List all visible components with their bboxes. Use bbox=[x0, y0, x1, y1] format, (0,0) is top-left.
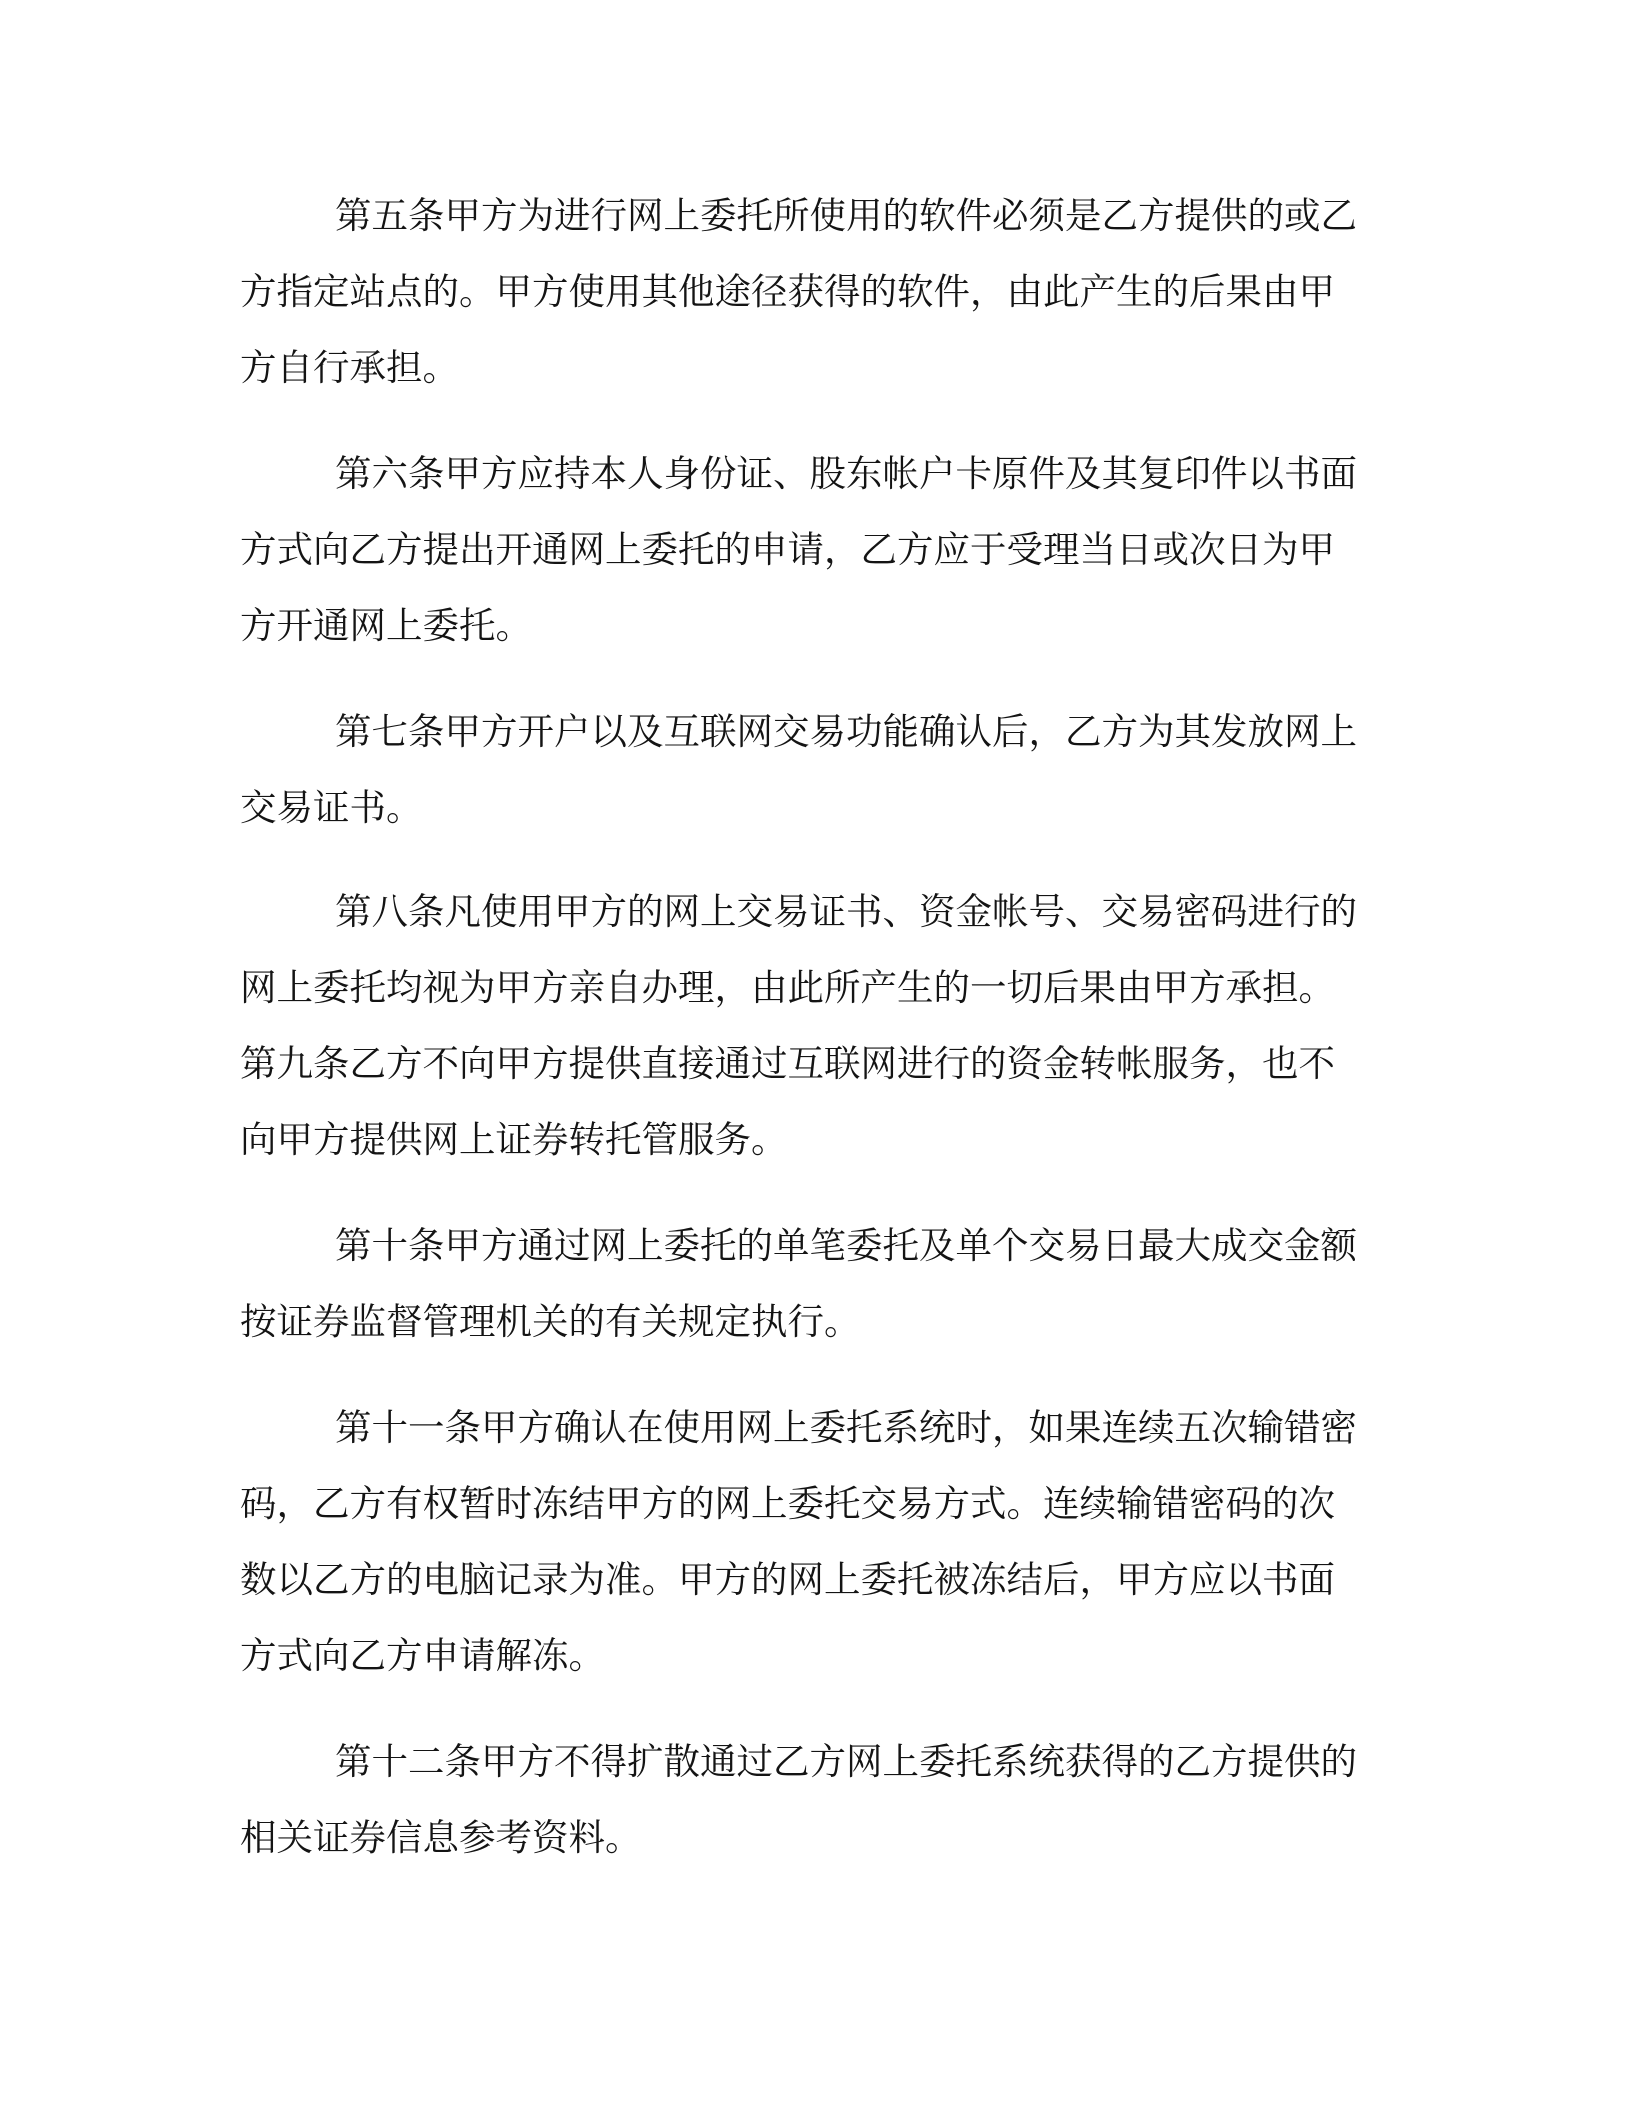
article-10-line-1: 第十条甲方通过网上委托的单笔委托及单个交易日最大成交金额 bbox=[335, 1224, 1357, 1267]
article-5-line-2: 方指定站点的。甲方使用其他途径获得的软件，由此产生的后果由甲 bbox=[240, 270, 1335, 313]
article-6-line-1: 第六条甲方应持本人身份证、股东帐户卡原件及其复印件以书面 bbox=[335, 452, 1357, 495]
article-11-line-3: 数以乙方的电脑记录为准。甲方的网上委托被冻结后，甲方应以书面 bbox=[240, 1558, 1335, 1601]
article-5-line-1: 第五条甲方为进行网上委托所使用的软件必须是乙方提供的或乙 bbox=[335, 194, 1357, 237]
article-10-line-2: 按证券监督管理机关的有关规定执行。 bbox=[240, 1300, 861, 1343]
article-7-line-2: 交易证书。 bbox=[240, 786, 423, 829]
article-6-line-3: 方开通网上委托。 bbox=[240, 604, 532, 647]
article-8-line-1: 第八条凡使用甲方的网上交易证书、资金帐号、交易密码进行的 bbox=[335, 890, 1357, 933]
article-11-line-2: 码，乙方有权暂时冻结甲方的网上委托交易方式。连续输错密码的次 bbox=[240, 1482, 1335, 1525]
article-12-line-2: 相关证券信息参考资料。 bbox=[240, 1816, 642, 1859]
article-11-line-4: 方式向乙方申请解冻。 bbox=[240, 1634, 605, 1677]
article-5-line-3: 方自行承担。 bbox=[240, 346, 459, 389]
article-7-line-1: 第七条甲方开户以及互联网交易功能确认后，乙方为其发放网上 bbox=[335, 710, 1357, 753]
article-6-line-2: 方式向乙方提出开通网上委托的申请，乙方应于受理当日或次日为甲 bbox=[240, 528, 1335, 571]
article-11-line-1: 第十一条甲方确认在使用网上委托系统时，如果连续五次输错密 bbox=[335, 1406, 1357, 1449]
article-12-line-1: 第十二条甲方不得扩散通过乙方网上委托系统获得的乙方提供的 bbox=[335, 1740, 1357, 1783]
article-8-line-2: 网上委托均视为甲方亲自办理，由此所产生的一切后果由甲方承担。 bbox=[240, 966, 1335, 1009]
article-9-line-1: 第九条乙方不向甲方提供直接通过互联网进行的资金转帐服务，也不 bbox=[240, 1042, 1335, 1085]
article-9-line-2: 向甲方提供网上证券转托管服务。 bbox=[240, 1118, 788, 1161]
